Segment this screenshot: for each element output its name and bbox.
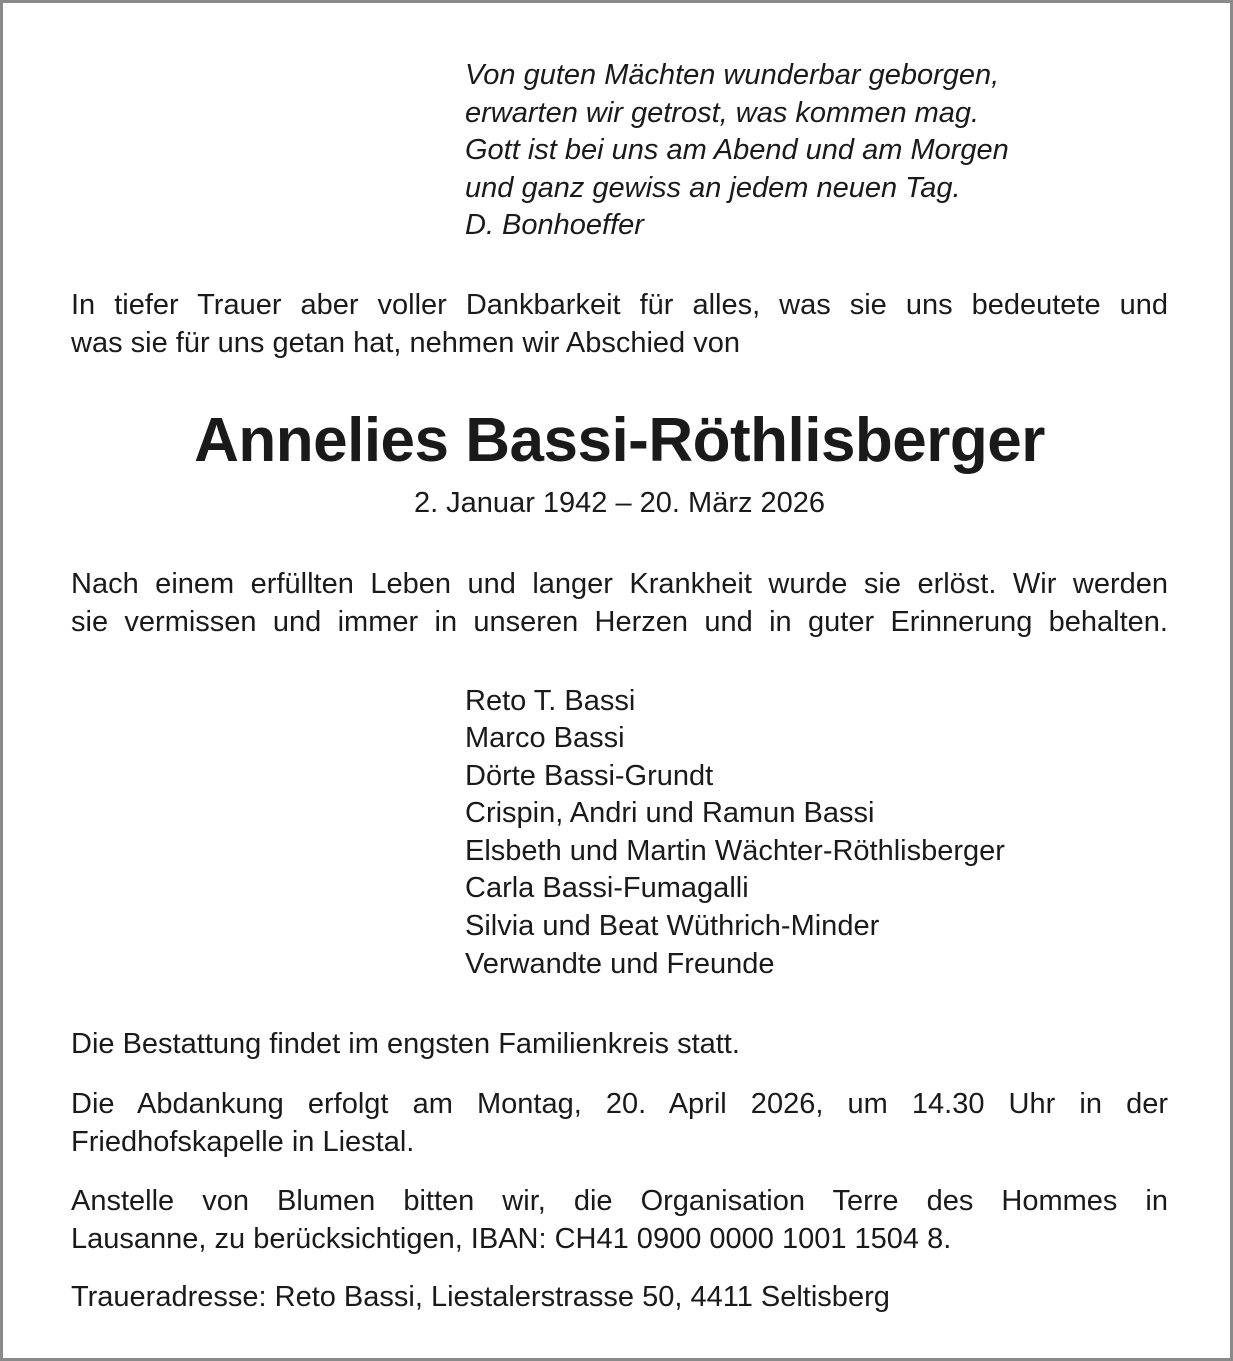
ceremony-line: Die Abdankung erfolgt am Montag, 20. April 2026, um 14.30 Uhr in der xyxy=(71,1088,1168,1120)
poem-line: erwarten wir getrost, was kommen mag. xyxy=(465,97,980,129)
mourner-name: Dörte Bassi-Grundt xyxy=(465,760,714,792)
ceremony-paragraph xyxy=(71,1085,1168,1161)
message-line: sie vermissen und immer in unseren Herzen und in guter Erinnerung behalten. xyxy=(71,606,1168,638)
donation-line: Lausanne, zu berücksichtigen, IBAN: CH41 0900 0000 1001 1504 8. xyxy=(71,1223,952,1255)
mourner-name: Carla Bassi-Fumagalli xyxy=(465,872,749,904)
mourner-name: Elsbeth und Martin Wächter-Röthlisberger xyxy=(465,835,1005,867)
poem-line: und ganz gewiss an jedem neuen Tag. xyxy=(465,172,961,204)
intro-line: was sie für uns getan hat, nehmen wir Abschied von xyxy=(71,327,740,359)
mourning-address: Traueradresse: Reto Bassi, Liestalerstrasse 50, 4411 Seltisberg xyxy=(71,1281,890,1313)
mourner-name: Reto T. Bassi xyxy=(465,685,636,717)
poem-line: Gott ist bei uns am Abend und am Morgen xyxy=(465,134,1009,166)
donation-line: Anstelle von Blumen bitten wir, die Organisation Terre des Hommes in xyxy=(71,1185,1168,1217)
donation-paragraph xyxy=(71,1182,1168,1258)
ceremony-line: Friedhofskapelle in Liestal. xyxy=(71,1126,415,1158)
message-line: Nach einem erfüllten Leben und langer Krankheit wurde sie erlöst. Wir werden xyxy=(71,568,1168,600)
intro-line: In tiefer Trauer aber voller Dankbarkeit für alles, was sie uns bedeutete und xyxy=(71,289,1168,321)
poem-author: D. Bonhoeffer xyxy=(465,209,644,241)
mourner-name: Silvia und Beat Wüthrich-Minder xyxy=(465,910,880,942)
deceased-name: Annelies Bassi-Röthlisberger xyxy=(194,406,1045,475)
mourner-name: Verwandte und Freunde xyxy=(465,948,775,980)
intro-paragraph xyxy=(71,286,1168,362)
message-paragraph xyxy=(71,565,1168,641)
life-dates: 2. Januar 1942 – 20. März 2026 xyxy=(413,487,826,519)
mourner-name: Crispin, Andri und Ramun Bassi xyxy=(465,797,875,829)
poem-line: Von guten Mächten wunderbar geborgen, xyxy=(465,59,1000,91)
burial-notice: Die Bestattung findet im engsten Familienkreis statt. xyxy=(71,1028,740,1060)
mourner-name: Marco Bassi xyxy=(465,722,625,754)
